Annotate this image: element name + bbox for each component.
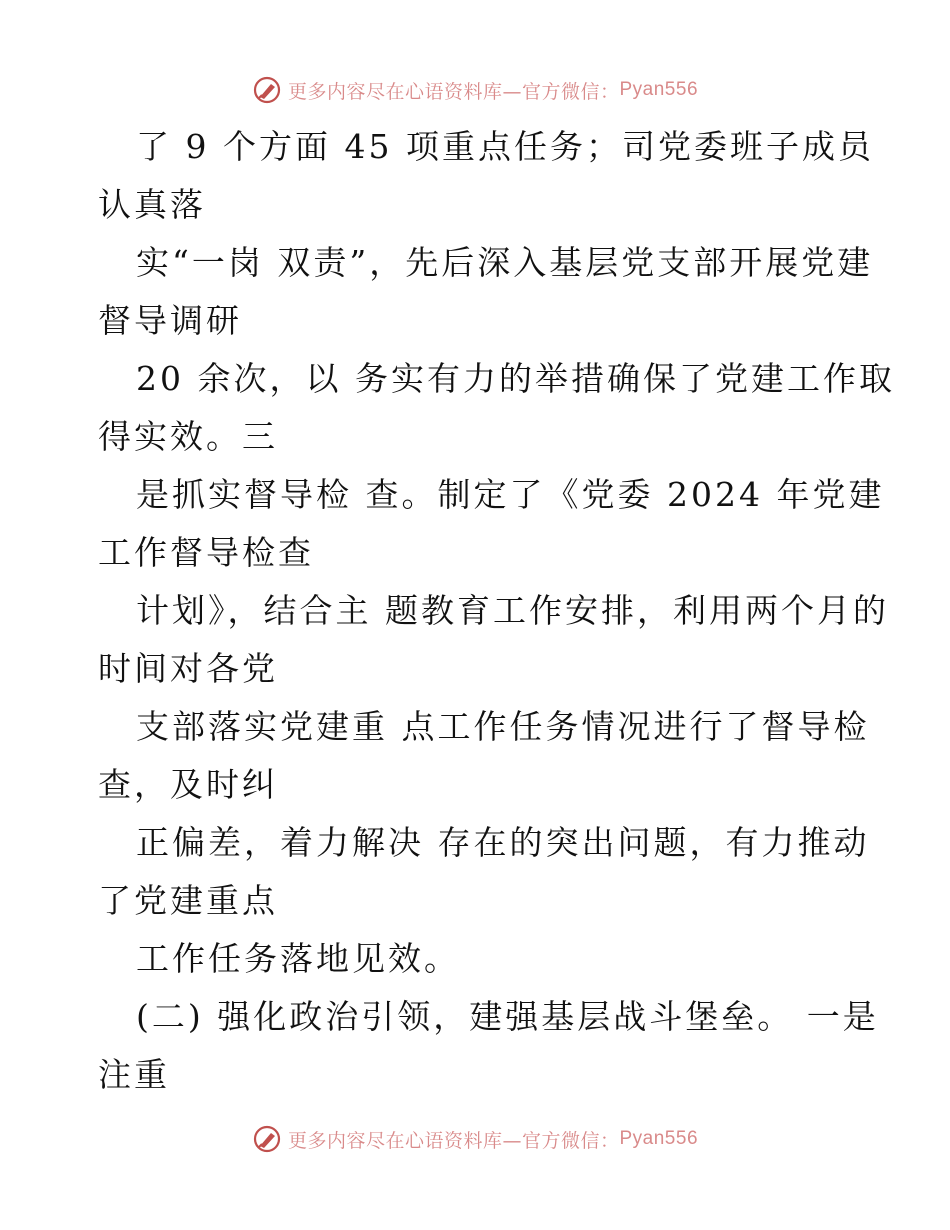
text-line: 注重: [98, 1055, 170, 1094]
watermark-handle: Pyan556: [619, 79, 699, 100]
text-line: 督导调研: [98, 301, 242, 340]
watermark-header: [0, 70, 950, 110]
text-line: 得实效。三: [98, 417, 278, 456]
text-line: 计划》，结合主 题教育工作安排，利用两个月的: [136, 591, 889, 630]
watermark-text: 更多内容尽在心语资料库—官方微信：: [287, 1129, 620, 1152]
text-line: 了党建重点: [98, 881, 278, 920]
text-line: 支部落实党建重 点工作任务情况进行了督导检: [136, 707, 870, 746]
pen-nib-logo-icon: [252, 75, 282, 105]
document-body: [98, 118, 895, 1104]
text-line: 查，及时纠: [98, 765, 278, 804]
text-line: 是抓实督导检 查。制定了《党委 2024 年党建: [136, 475, 885, 514]
watermark-footer: [0, 1119, 950, 1159]
pen-nib-logo-icon: [252, 1124, 282, 1154]
watermark-text: 更多内容尽在心语资料库—官方微信：: [287, 80, 620, 103]
text-line: 了 9 个方面 45 项重点任务；司党委班子成员: [136, 127, 874, 166]
watermark-handle: Pyan556: [619, 1128, 699, 1149]
text-line: 工作督导检查: [98, 533, 314, 572]
text-line: (二) 强化政治引领，建强基层战斗堡垒。 一是: [136, 997, 879, 1036]
text-line: 认真落: [98, 185, 206, 224]
text-line: 时间对各党: [98, 649, 278, 688]
text-line: 正偏差，着力解决 存在的突出问题，有力推动: [136, 823, 870, 862]
text-line: 实“一岗 双责”，先后深入基层党支部开展党建: [136, 243, 874, 282]
text-line: 工作任务落地见效。: [136, 939, 460, 978]
text-line: 20 余次，以 务实有力的举措确保了党建工作取: [136, 359, 895, 398]
